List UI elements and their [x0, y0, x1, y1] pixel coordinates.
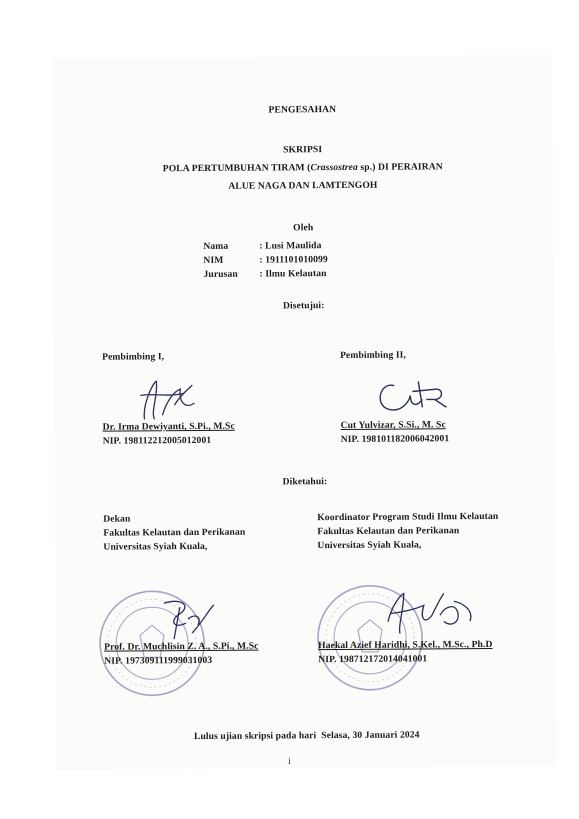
document-type: SKRIPSI	[283, 144, 323, 156]
coordinator-name: Haekal Azief Haridhi, S.Kel., M.Sc., Ph.D	[318, 638, 493, 652]
supervisor-1-name: Dr. Irma Dewiyanti, S.Pi., M.Sc	[102, 420, 235, 433]
coordinator-signature	[370, 585, 490, 640]
identity-value-name: : Lusi Maulida	[259, 240, 322, 252]
supervisor-2-role: Pembimbing II,	[340, 349, 407, 361]
acknowledged-label: Diketahui:	[282, 476, 328, 488]
supervisor-1-signature	[114, 375, 214, 424]
supervisor-2-signature	[364, 373, 464, 418]
title-species: Crassostrea	[310, 161, 358, 174]
identity-label-major: Jurusan	[203, 268, 238, 280]
identity-label-nim: NIM	[203, 254, 224, 266]
coordinator-title: Koordinator Program Studi Ilmu Kelautan	[317, 510, 499, 524]
page-number: i	[288, 756, 291, 766]
dean-university: Universitas Syiah Kuala,	[103, 540, 208, 553]
thesis-title-line-1	[53, 161, 553, 175]
supervisor-1-role: Pembimbing I,	[102, 351, 165, 363]
title-part: POLA PERTUMBUHAN TIRAM (	[162, 162, 311, 175]
dean-faculty: Fakultas Kelautan dan Perikanan	[103, 526, 246, 539]
title-part: sp.) DI PERAIRAN	[357, 161, 443, 173]
dean-title: Dekan	[103, 513, 131, 525]
page-heading: PENGESAHAN	[268, 104, 337, 116]
dean-signature	[144, 593, 234, 644]
supervisor-2-name: Cut Yulvizar, S.Si., M. Sc	[340, 419, 446, 431]
thesis-title-line-2: ALUE NAGA DAN LAMTENGOH	[228, 179, 378, 192]
coordinator-university: Universitas Syiah Kuala,	[317, 539, 422, 552]
coordinator-faculty: Fakultas Kelautan dan Perikanan	[317, 525, 460, 538]
by-label: Oleh	[293, 222, 314, 234]
identity-value-nim: : 1911101010099	[259, 254, 328, 266]
coordinator-nip: NIP. 198712172014041001	[318, 653, 428, 666]
dean-nip: NIP. 197309111999031003	[104, 654, 213, 667]
approval-page-scan	[52, 55, 557, 770]
dean-name: Prof. Dr. Muchlisin Z. A., S.Pi., M.Sc	[104, 640, 259, 653]
approved-label: Disetujui:	[282, 300, 325, 312]
graduation-statement: Lulus ujian skripsi pada hari Selasa, 30 Januari 2024	[193, 729, 420, 743]
identity-value-major: : Ilmu Kelautan	[259, 268, 327, 280]
supervisor-1-nip: NIP. 198112212005012001	[102, 434, 212, 447]
identity-label-name: Nama	[203, 240, 229, 252]
supervisor-2-nip: NIP. 198101182006042001	[340, 433, 450, 445]
